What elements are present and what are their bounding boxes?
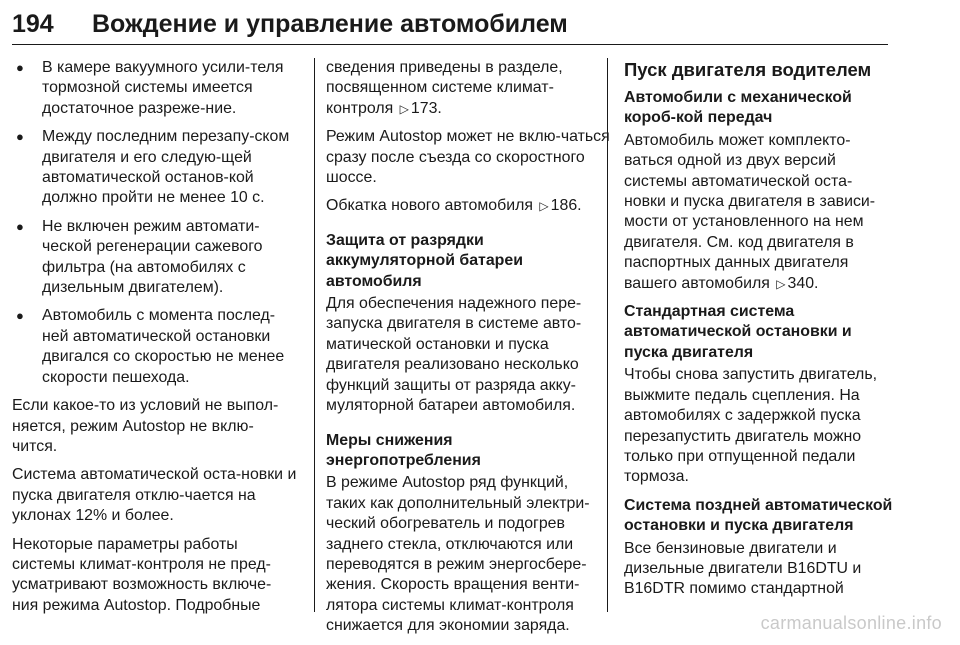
paragraph: Система автоматической оста-новки и пуска двигателя отклю-чается на уклонах 12% и более. [12,466,297,525]
list-item: ● Автомобиль с момента послед-ней автоматической остановки двигался со скоростью не менее скорости пешехода. [12,306,297,388]
paragraph-text: Обкатка нового автомобиля [326,197,533,215]
paragraph-text: Автомобиль может комплекто-ваться одной из двух версий системы автоматической оста-новки и пуска двигателя в зависи-мости от установленного на нем двигателя. См. код двигателя в паспортных данных двигателя вашего автомобиля [624,131,876,292]
page-title: Вождение и управление автомобилем [92,9,568,38]
paragraph: Для обеспечения надежного пере-запуска двигателя в системе авто-матической остановки и пуска двигателя реализовано несколько функций защиты от разряда акку-муляторной батареи автомобиля. [326,295,582,415]
column-divider [314,58,315,612]
subheading-late-system: Система поздней автоматической остановки и пуска двигателя [624,496,893,535]
page-reference-link[interactable]: 186. [550,197,582,215]
paragraph: Если какое-то из условий не выпол-няется, режим Autostop не вклю-чится. [12,397,279,455]
page-number: 194 [12,9,54,38]
paragraph: Чтобы снова запустить двигатель, выжмите педаль сцепления. На автомобилях с задержкой пуска перезапустить двигатель можно только при отпущенной педали тормоза. [624,366,878,486]
paragraph [326,196,611,216]
paragraph [624,131,894,294]
column-left [12,58,297,624]
subheading-manual-gearbox: Автомобили с механической короб-кой передач [624,89,852,127]
paragraph [326,58,611,119]
paragraph: Некоторые параметры работы системы климат-контроля не пред-усматривают возможность включе-ния режима Autostop. Подробные [12,535,272,614]
triangle-right-icon: ▷ [776,276,786,291]
paragraph: В режиме Autostop ряд функций, таких как дополнительный электри-ческий обогреватель и подогрев заднего стекла, отключаются или переводятся в режим энергосбере-жения. Скорость вращения венти-лятора системы климат-контроля снижается для экономии заряда. [326,474,590,635]
conditions-list [12,58,297,388]
page-reference-link[interactable]: 173. [410,99,442,117]
page-header [12,4,888,45]
list-item: ● Между последним перезапу-ском двигателя и его следую-щей автоматической останов-кой должно пройти не менее 10 с. [12,127,297,209]
list-item: ● Не включен режим автомати-ческой регенерации сажевого фильтра (на автомобилях с дизельным двигателем). [12,217,297,299]
triangle-right-icon: ▷ [539,199,549,214]
page-reference-link[interactable]: 340. [787,274,819,292]
list-item: ● В камере вакуумного усили-теля тормозной системы имеется достаточное разреже-ние. [12,58,297,119]
triangle-right-icon: ▷ [399,101,409,116]
paragraph: Режим Autostop может не вклю-чаться сразу после съезда со скоростного шоссе. [326,128,610,187]
section-heading-battery: Защита от разрядки аккумуляторной батареи автомобиля [326,231,523,290]
column-middle [326,58,611,645]
section-heading-energy: Меры снижения энергопотребления [326,431,481,469]
paragraph-text: сведения приведены в разделе, посвященном системе климат-контроля [326,59,563,117]
paragraph: Все бензиновые двигатели и дизельные двигатели B16DTU и B16DTR помимо стандартной [624,539,862,598]
column-right [624,58,894,608]
subheading-standard-system: Стандартная система автоматической остановки и пуска двигателя [624,303,852,361]
section-heading-driver-start: Пуск двигателя водителем [624,59,872,80]
watermark: carmanualsonline.info [760,613,942,633]
